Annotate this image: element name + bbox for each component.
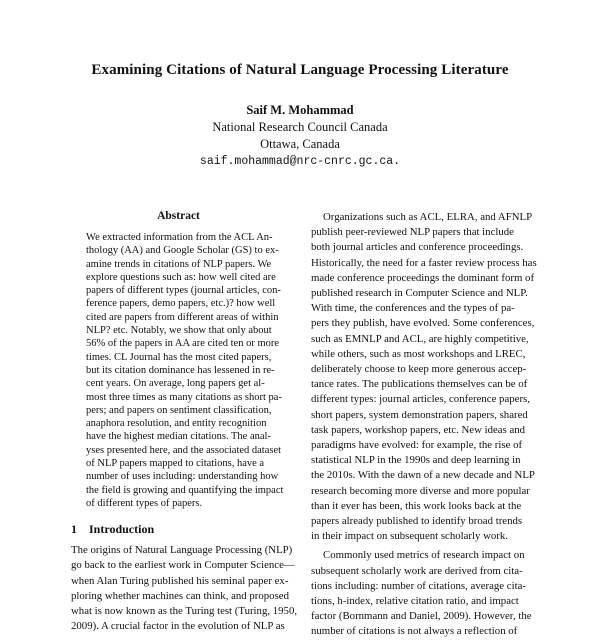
body-line: publish peer-reviewed NLP papers that include [311, 226, 514, 239]
body-line: pers they publish, have evolved. Some conferences, [311, 317, 535, 330]
body-line: papers already published to identify broad trends [311, 515, 523, 528]
body-line: ploring whether machines can think, and proposed [71, 589, 289, 602]
abstract-line: amine trends in citations of NLP papers. We [86, 258, 272, 270]
abstract-line: We extracted information from the ACL An- [86, 232, 273, 243]
introduction-body [71, 543, 298, 634]
body-line: 2009). A crucial factor in the evolution of NLP as [71, 620, 285, 633]
body-line: research becoming more diverse and more popular [311, 484, 530, 497]
paragraph-1 [311, 210, 536, 544]
body-line: tions, h-index, relative citation ratio, and impact [311, 595, 519, 608]
body-line: both journal articles and conference proceedings. [311, 241, 524, 254]
body-line: tions including: number of citations, average cita- [311, 579, 526, 592]
body-line: Commonly used metrics of research impact on [323, 549, 525, 562]
body-line: task papers, workshop papers, etc. New ideas and [311, 423, 526, 436]
abstract-line: yses presented here, and the associated dataset [86, 444, 282, 456]
abstract-line: have the highest median citations. The anal- [86, 431, 271, 443]
abstract-line: of different types of papers. [86, 497, 203, 509]
body-line: when Alan Turing published his seminal paper ex- [71, 574, 289, 587]
abstract-line: number of uses including: understanding how [86, 471, 279, 483]
body-line: The origins of Natural Language Processing (NLP) [71, 544, 293, 557]
body-line: Historically, the need for a faster review process has [311, 256, 537, 269]
section-number: 1 [71, 522, 77, 537]
body-line: what is now known as the Turing test (Turing, 1950, [71, 605, 298, 618]
abstract-heading: Abstract [157, 210, 200, 222]
abstract-body [71, 231, 286, 510]
section-heading [71, 522, 286, 537]
abstract-line: ference papers, demo papers, etc.)? how well [86, 298, 276, 310]
section-title: Introduction [89, 522, 155, 537]
body-line: the 2010s. With the dawn of a new decade and NLP [311, 469, 535, 482]
abstract-line: pers; and papers on sentiment classification, [86, 404, 272, 416]
abstract-line: explore questions such as: how well cited are [86, 271, 276, 283]
abstract-line: the field is growing and quantifying the impact [86, 484, 284, 496]
body-line: deliberately choose to keep more generous accep- [311, 363, 527, 376]
body-line: short papers, system demonstration papers, shared [311, 408, 528, 421]
abstract-line: papers of different types (journal articles, con- [86, 285, 281, 297]
body-line: made conference proceedings the dominant form of [311, 271, 535, 284]
body-line: published research in Computer Science and NLP. [311, 287, 528, 300]
author-affiliation: National Research Council Canada [212, 120, 388, 134]
body-line: statistical NLP in the 1990s and deep learning in [311, 454, 521, 467]
body-line: subsequent scholarly work are derived from cita- [311, 564, 523, 577]
body-line: paradigms have evolved: for example, the rise of [311, 439, 523, 452]
abstract-line: times. CL Journal has the most cited papers, [86, 351, 272, 363]
author-email: saif.mohammad@nrc-cnrc.gc.ca. [199, 155, 401, 168]
author-name: Saif M. Mohammad [246, 103, 354, 117]
body-line: With time, the conferences and the types of pa- [311, 302, 515, 315]
body-line: than it ever has been, this work looks back at the [311, 499, 522, 512]
abstract-line: NLP? etc. Notably, we show that only about [86, 325, 272, 337]
body-line: different types: journal articles, conference papers, [311, 393, 530, 406]
body-line: such as EMNLP and ACL, are highly competitive, [311, 332, 529, 345]
abstract-line: but its citation dominance has lessened in re- [86, 364, 275, 376]
body-line: in their impact on subsequent scholarly work. [311, 530, 509, 543]
abstract-line: anaphora resolution, and entity recognition [86, 418, 267, 430]
body-line: number of citations is not always a reflection of [311, 625, 518, 638]
abstract-line: of NLP papers mapped to citations, have a [86, 458, 265, 470]
paragraph-2 [311, 548, 536, 639]
abstract-line: 56% of the papers in AA are cited ten or more [86, 338, 280, 350]
author-location: Ottawa, Canada [260, 137, 340, 151]
abstract-line: most three times as many citations as short pa- [86, 391, 282, 403]
body-line: factor (Bornmann and Daniel, 2009). However, the [311, 610, 532, 623]
body-line: Organizations such as ACL, ELRA, and AFNLP [323, 211, 533, 223]
abstract-line: cited are papers from different areas of within [86, 311, 279, 323]
author-block [0, 102, 600, 170]
left-column [71, 210, 298, 634]
abstract-line: cent years. On average, long papers get al- [86, 378, 265, 390]
body-line: while others, such as most workshops and LREC, [311, 347, 526, 360]
body-line: go back to the earliest work in Computer Science— [71, 559, 295, 572]
paper-title: Examining Citations of Natural Language Processing Literature [91, 62, 509, 78]
right-column [311, 210, 536, 640]
body-line: tance rates. The publications themselves can be of [311, 378, 528, 391]
abstract-line: thology (AA) and Google Scholar (GS) to ex- [86, 245, 279, 257]
